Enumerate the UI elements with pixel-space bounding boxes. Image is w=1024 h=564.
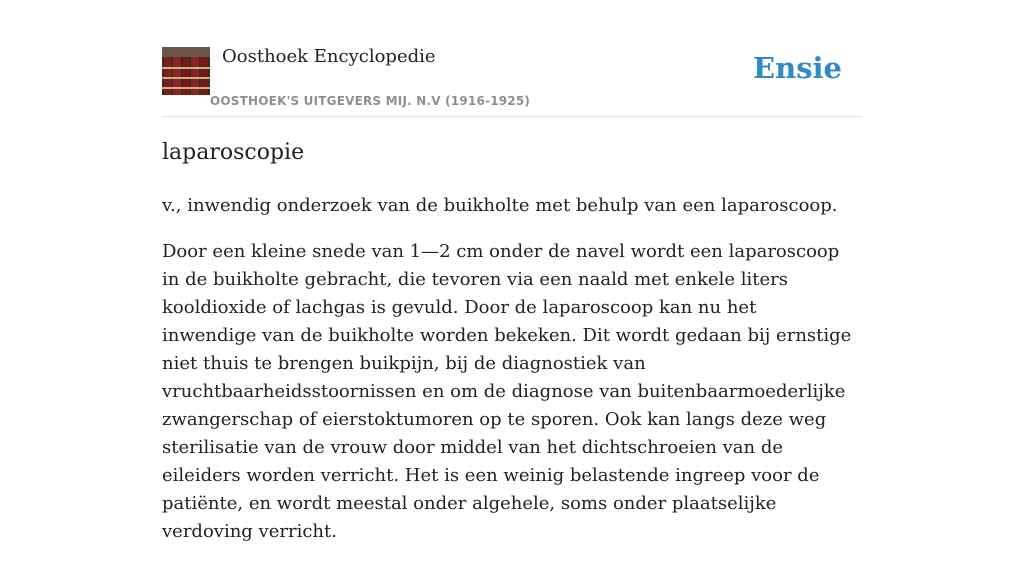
brand-logo-link[interactable]: Ensie — [753, 51, 842, 85]
source-subtitle: OOSTHOEK'S UITGEVERS MIJ. N.V (1916-1925) — [210, 94, 531, 108]
book-spines-icon — [162, 47, 210, 95]
entry-paragraph: Door een kleine snede van 1—2 cm onder de navel wordt een laparoscoop in de buikholte gebracht, die tevoren via een naald met enkele liters kooldioxide of lachgas is gevuld. Door de laparoscoop kan nu het inwendige van de buikholte worden bekeken. Dit wordt gedaan bij ernstige niet thuis te brengen buikpijn, bij de diagnostiek van vruchtbaarheidsstoornissen en om de diagnose van buitenbaarmoederlijke zwangerschap of eierstoktumoren op te sporen. Ook kan langs deze weg sterilisatie van de vrouw door middel van het dichtschroeien van de eileiders worden verricht. Het is een weinig belastende ingreep voor de patiënte, en wordt meestal onder algehele, soms onder plaatselijke verdoving verricht. — [162, 241, 852, 542]
entry-content — [162, 192, 852, 564]
entry-title: laparoscopie — [162, 140, 305, 165]
page-header — [162, 0, 862, 117]
source-title[interactable]: Oosthoek Encyclopedie — [222, 46, 436, 67]
entry-definition: v., inwendig onderzoek van de buikholte met behulp van een laparoscoop. — [162, 195, 838, 216]
avatar[interactable] — [162, 47, 210, 95]
